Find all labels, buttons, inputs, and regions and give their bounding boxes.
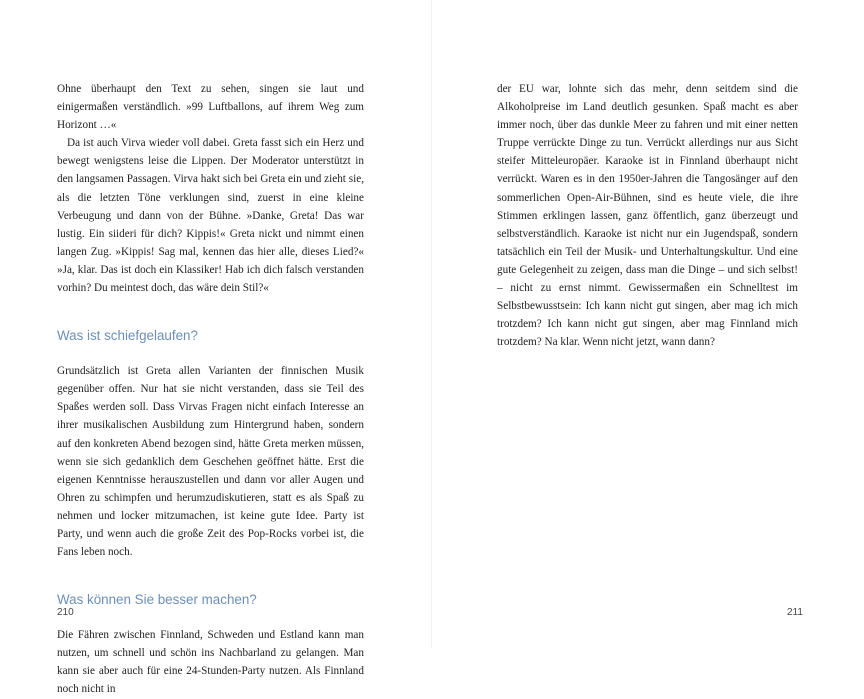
right-text-column [497, 80, 798, 351]
paragraph-dialogue: Da ist auch Virva wieder voll dabei. Greta fasst sich ein Herz und bewegt wenigstens leise die Lippen. Der Moderator unterstützt in den langsamen Passagen. Virva hakt sich bei Greta ein und zieht sie, als die letzten Töne verklungen sind, zuerst in eine kleine Verbeugung und dann von der Bühne. »Danke, Greta! Das war lustig. Ein siideri für dich? Kippis!« Greta nickt und nimmt einen langen Zug. »Kippis! Sag mal, kennen das hier alle, dieses Lied?« »Ja, klar. Das ist doch ein Klassiker! Hab ich dich falsch verstanden vorhin? Du meintest doch, das wäre dein Stil?« [57, 137, 364, 295]
right-page [432, 0, 864, 648]
paragraph-intro: Ohne überhaupt den Text zu sehen, singen sie laut und einigermaßen verständlich. »99 Luftballons, auf ihrem Weg zum Horizont …« [57, 83, 364, 132]
heading-what-to-improve: Was können Sie besser machen? [57, 592, 257, 608]
paragraph-what-to-improve: Die Fähren zwischen Finnland, Schweden und Estland kann man nutzen, um schnell und schön ins Nachbarland zu gelangen. Man kann sie aber auch für eine 24-Stunden-Party nutzen. Als Finnland noch nicht in [57, 629, 364, 696]
page-number-left: 210 [57, 607, 74, 618]
paragraph-continued: der EU war, lohnte sich das mehr, denn seitdem sind die Alkoholpreise im Land deutlich gesunken. Spaß macht es aber immer noch, über das dunkle Meer zu fahren und mit einer netten Truppe verrückte Dinge zu tun. Verrückt allerdings nur aus Sicht steifer Mitteleuropäer. Karaoke ist in Finnland überhaupt nicht verrückt. Waren es in den 1950er-Jahren die Tangosänger auf den sommerlichen Open-Air-Bühnen, sind es heute viele, die ihre Stimmen erklingen lassen, ganz öffentlich, ganz überzeugt und selbstverständlich. Karaoke ist nicht nur ein Jugendspaß, sondern tatsächlich ein Teil der Musik- und Unterhaltungskultur. Und eine gute Gelegenheit zu zeigen, dass man die Dinge – und sich selbst! – nicht zu ernst nimmt. Gewissermaßen ein Schnelltest im Selbstbewusstsein: Ich kann nicht gut singen, aber mag ich mich trotzdem? Ich kann nicht gut singen, aber mag Finnland mich trotzdem? Na klar. Wenn nicht jetzt, wann dann? [497, 83, 798, 349]
page-number-right: 211 [787, 607, 803, 618]
heading-what-went-wrong: Was ist schiefgelaufen? [57, 328, 198, 344]
paragraph-what-went-wrong: Grundsätzlich ist Greta allen Varianten der finnischen Musik gegenüber offen. Nur hat sie nicht verstanden, dass sie Teil des Spaßes werden soll. Dass Virvas Fragen nicht einfach Interesse an ihrer musikalischen Ausbildung zum Hintergrund haben, sondern auf den konkreten Abend bezogen sind, hätte Greta merken müssen, wenn sie sich gedanklich dem Geschehen geöffnet hätte. Erst die eigenen Kenntnisse herauszustellen und dann vor aller Augen und Ohren zu schimpfen und herumzudiskutieren, statt es als Spaß zu nehmen und locker mitzumachen, ist keine gute Idee. Party ist Party, und wenn auch die große Zeit des Pop-Rocks vorbei ist, die Fans leben noch. [57, 365, 364, 559]
left-text-column [57, 80, 364, 699]
left-page [0, 0, 432, 696]
